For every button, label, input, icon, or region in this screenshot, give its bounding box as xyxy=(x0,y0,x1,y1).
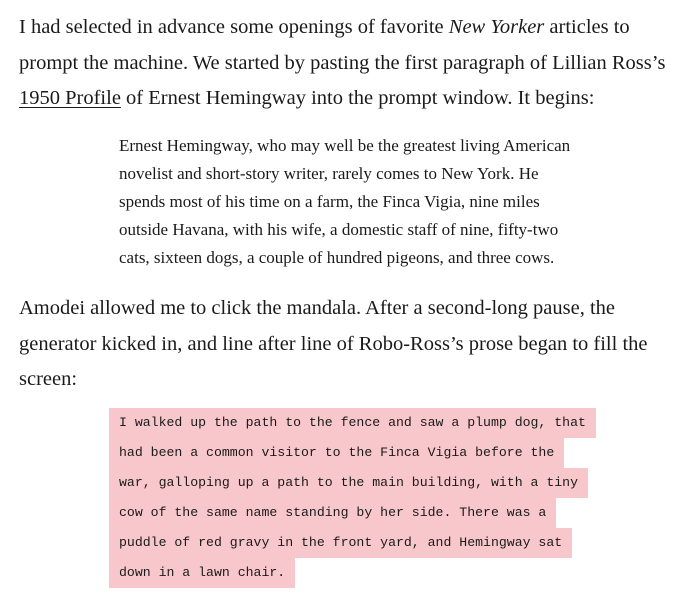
intro-paragraph xyxy=(19,10,665,117)
generated-highlight: I walked up the path to the fence and saw a plump dog, that xyxy=(109,408,596,438)
mandala-line-2: generator kicked in, and line after line of Robo-Ross’s prose began to fill the xyxy=(19,332,648,355)
intro-line-3: 1950 Profile of Ernest Hemingway into the prompt window. It begins: xyxy=(19,87,595,109)
mandala-line-1: Amodei allowed me to click the mandala. After a second-long pause, the xyxy=(19,297,616,319)
quote-line: spends most of his time on a farm, the Finca Vigia, nine miles xyxy=(119,192,540,211)
mandala-paragraph xyxy=(19,291,648,398)
generated-line xyxy=(109,438,596,468)
generated-line xyxy=(109,468,596,498)
generated-line xyxy=(109,498,596,528)
generated-highlight: had been a common visitor to the Finca Vigia before the xyxy=(109,438,564,468)
quote-line: Ernest Hemingway, who may well be the greatest living American xyxy=(119,136,571,155)
intro-line-1: I had selected in advance some openings of favorite New Yorker articles to xyxy=(19,16,630,38)
generated-text-block xyxy=(109,408,596,588)
generated-line xyxy=(109,528,596,558)
generated-highlight: cow of the same name standing by her side. There was a xyxy=(109,498,556,528)
generated-highlight: down in a lawn chair. xyxy=(109,558,295,588)
quote-line: novelist and short-story writer, rarely comes to New York. He xyxy=(119,164,539,183)
generated-line xyxy=(109,558,596,588)
generated-highlight: war, galloping up a path to the main building, with a tiny xyxy=(109,468,588,498)
intro-line-2: prompt the machine. We started by pasting the first paragraph of Lillian Ross’s xyxy=(19,51,666,74)
mandala-line-3: screen: xyxy=(19,368,78,390)
generated-line xyxy=(109,408,596,438)
profile-link[interactable]: 1950 Profile xyxy=(19,87,121,109)
magazine-title: New Yorker xyxy=(448,16,545,38)
hemingway-quote xyxy=(119,132,570,272)
quote-line: outside Havana, with his wife, a domestic staff of nine, fifty-two xyxy=(119,220,559,239)
quote-line: cats, sixteen dogs, a couple of hundred pigeons, and three cows. xyxy=(119,248,555,267)
generated-highlight: puddle of red gravy in the front yard, and Hemingway sat xyxy=(109,528,572,558)
